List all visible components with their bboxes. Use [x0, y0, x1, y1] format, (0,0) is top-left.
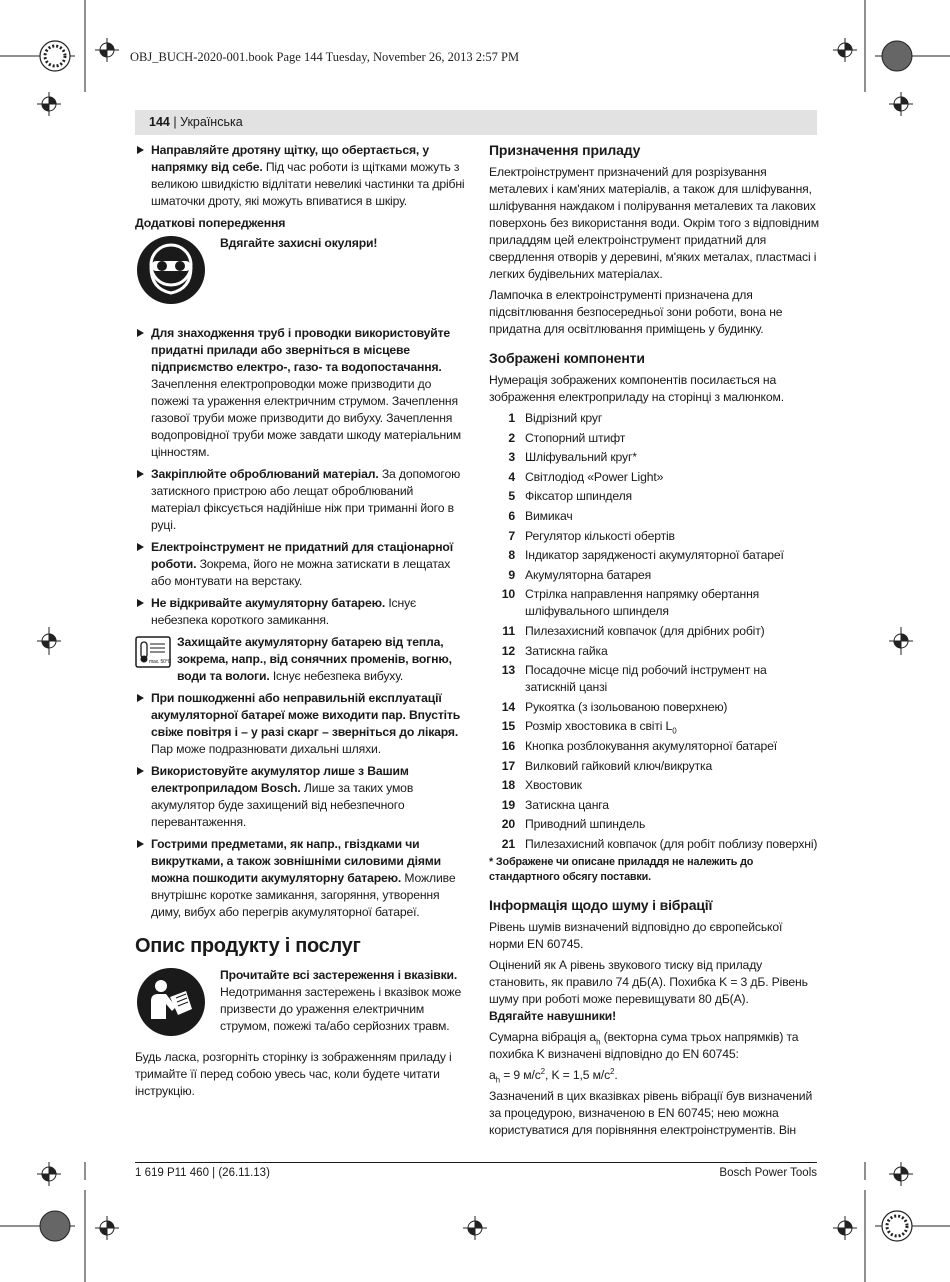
component-label-text: Фіксатор шпинделя [525, 489, 632, 504]
crosshair-target [463, 1216, 487, 1240]
component-item [489, 547, 819, 564]
accessories-note: * Зображене чи описане приладдя не належить до стандартного обсягу поставки. [489, 856, 754, 884]
heat-bold: Захищайте акумуляторну батарею від тепла, зокрема, напр., від сонячних променів, вогню, води та вологи. [177, 635, 452, 683]
bullet-bold: Для знаходження труб і проводки використовуйте придатні прилади або зверніться в місцеве підприємство електро-, газо- та водопостачання. [151, 326, 451, 374]
vib-val-sup: 2 [610, 1067, 615, 1077]
component-label [515, 488, 819, 505]
vib-val: . [614, 1068, 618, 1083]
component-label [515, 430, 819, 447]
component-label [515, 567, 819, 584]
warning-bullet [135, 142, 465, 210]
bullet-text: Лише за таких умов акумулятор буде захищений від небезпечного перевантаження. [151, 781, 414, 829]
vib-val-sub: h [495, 1075, 500, 1085]
component-number: 2 [508, 430, 515, 445]
header-text: 144 | Українська [149, 115, 243, 129]
bullet-bold: Закріплюйте оброблюваний матеріал. [151, 467, 379, 481]
component-label [515, 777, 819, 794]
component-label-text: Стрілка направлення напрямку обертання шліфувального шпинделя [525, 587, 760, 619]
component-label [515, 410, 819, 427]
component-label-text: Вилковий гайковий ключ/викрутка [525, 758, 713, 773]
component-label [515, 449, 819, 466]
goggles-warning [135, 235, 465, 319]
bullet-text: За допомогою затискного пристрою або лещат оброблюваний матеріал фіксується надійніше ніж при триманні його в руці. [151, 467, 461, 532]
component-label [515, 816, 819, 833]
component-item [489, 410, 819, 427]
component-number: 10 [501, 587, 515, 602]
component-number: 11 [502, 623, 515, 638]
page-number: 144 [149, 115, 170, 129]
component-label [515, 528, 819, 545]
component-label [515, 623, 819, 640]
heat-icon-label: max. 50°C [149, 659, 171, 665]
left-column [135, 142, 465, 1104]
bullet-text: Можливе внутрішнє коротке замикання, загоряння, утворення диму, вибух або перегрів акумуляторної батареї. [151, 871, 456, 919]
bullet-arrow-icon [137, 694, 144, 702]
component-item [489, 643, 819, 660]
warning-bullet [135, 690, 465, 758]
components-heading: Зображені компоненти [489, 350, 645, 366]
read-manual-icon [136, 967, 206, 1037]
component-item [489, 662, 819, 696]
vib-val: = 9 м/с [499, 1068, 541, 1083]
component-label-text: Посадочне місце під робочий інструмент на затискній цанзі [525, 663, 767, 695]
rosette-bottom-right [882, 1211, 912, 1241]
component-item [489, 816, 819, 833]
bullet-bold: При пошкодженні або неправильній експлуатації акумуляторної батареї може виходити пар. Впустіть свіже повітря і – у разі скарг – зверніться до лікаря. [151, 691, 461, 739]
read-instructions-warning [135, 967, 465, 1043]
component-item [489, 718, 819, 735]
component-number: 1 [508, 411, 515, 425]
component-label [515, 586, 819, 620]
component-item [489, 567, 819, 584]
component-item [489, 528, 819, 545]
read-instructions-text [220, 967, 465, 1035]
safety-goggles-icon [136, 235, 206, 305]
component-label [515, 662, 819, 696]
component-item [489, 586, 819, 620]
read-bold: Прочитайте всі застереження і вказівки. [220, 968, 458, 982]
additional-warnings-heading: Додаткові попередження [135, 216, 286, 230]
bullet-text: Під час роботи із щітками можуть з великою швидкістю відлітати невеликі частинки та дрібні шматочки дроту, які можуть впиватися в шкіру. [151, 160, 465, 208]
component-number: 15 [501, 719, 515, 734]
component-number: 21 [501, 836, 515, 851]
component-label [515, 699, 819, 716]
rosette-top-right [882, 41, 912, 71]
crosshair-target [833, 1216, 857, 1240]
warning-bullet [135, 595, 465, 629]
crosshair-target [37, 92, 61, 116]
component-number: 7 [508, 528, 515, 543]
component-label-text: Шліфувальний круг* [525, 450, 637, 465]
vib-val-sup: 2 [540, 1067, 545, 1077]
right-column [489, 142, 819, 1143]
file-info-line: OBJ_BUCH-2020-001.book Page 144 Tuesday, November 26, 2013 2:57 PM [130, 50, 520, 64]
vibration-paragraph [489, 1029, 819, 1063]
component-label [515, 738, 819, 755]
component-number: 4 [508, 469, 515, 484]
bullet-text: Пар може подразнювати дихальні шляхи. [151, 742, 381, 756]
component-number: 9 [508, 567, 515, 582]
component-label-text: Приводний шпиндель [525, 817, 646, 832]
bullet-arrow-icon [137, 767, 144, 775]
warning-bullet [135, 466, 465, 534]
component-number: 12 [501, 643, 515, 658]
bullet-arrow-icon [137, 840, 144, 848]
component-label-text: Стопорний штифт [525, 430, 626, 445]
battery-heat-icon [135, 636, 171, 668]
component-item [489, 699, 819, 716]
heat-warning-text [177, 634, 465, 685]
component-label [515, 758, 819, 775]
bullet-arrow-icon [137, 543, 144, 551]
bullet-bold: Електроінструмент не придатний для стаціонарної роботи. [151, 540, 453, 571]
vib-sub: h [596, 1037, 601, 1047]
bullet-text: Існує небезпека короткого замикання. [151, 596, 417, 627]
component-item [489, 797, 819, 814]
component-label [515, 508, 819, 525]
components-intro: Нумерація зображених компонентів посилається на зображення електроприладу на сторінці з малюнком. [489, 373, 784, 404]
section-title-product: Опис продукту і послуг [135, 935, 361, 957]
noise-heading: Інформація щодо шуму і вібрації [489, 897, 713, 914]
component-number: 18 [501, 778, 515, 793]
page-header [135, 110, 817, 135]
component-label-text: Розмір хвостовика в світі L [525, 719, 673, 734]
footer-rule [135, 1162, 817, 1163]
noise-paragraph: Рівень шумів визначений відповідно до європейської норми EN 60745. [489, 920, 783, 952]
component-label-text: Хвостовик [525, 778, 582, 793]
warning-bullet [135, 836, 465, 921]
warning-bullet [135, 325, 465, 461]
vib-val: a [489, 1068, 496, 1083]
crosshair-target [95, 1216, 119, 1240]
component-label [515, 718, 819, 735]
component-label-text: Вимикач [525, 508, 573, 523]
component-number: 6 [508, 508, 515, 523]
crosshair-target [889, 1162, 913, 1186]
bullet-arrow-icon [137, 470, 144, 478]
purpose-heading: Призначення приладу [489, 142, 641, 158]
component-label-text: Затискна цанга [525, 797, 609, 812]
ear-protection-text: Вдягайте навушники! [489, 1009, 617, 1024]
component-label [515, 643, 819, 660]
bullet-bold: Не відкривайте акумуляторну батарею. [151, 596, 386, 610]
component-label-text: Рукоятка (з ізольованою поверхнею) [525, 699, 728, 714]
purpose-paragraph: Електроінструмент призначений для розрізування металевих і кам'яних матеріалів, а також для шліфування, шліфування наждаком і полірування металевих та лакових поверхонь без використання води. Окрім того з відповідним приладдям цей електроінструмент придатний для свердлення отворів у деревині, м'яких металах, пластмасі і легких будівельних матеріалах. [489, 165, 820, 281]
crosshair-target [833, 38, 857, 62]
component-label-text: Відрізний круг [525, 411, 603, 425]
rosette-top-left [40, 41, 70, 71]
purpose-paragraph: Лампочка в електроінструменті призначена для підсвітлювання безпосередньої зони роботи, вона не придатна для освітлювання приміщень у будинку. [489, 288, 783, 336]
bullet-bold: Гострими предметами, як напр., гвіздками чи викрутками, а також зовнішніми силовими діями можна пошкодити акумуляторну батарею. [151, 837, 441, 885]
component-item [489, 836, 819, 853]
bullet-arrow-icon [137, 146, 144, 154]
footer-doc-number: 1 619 P11 460 | (26.11.13) [135, 1167, 270, 1179]
component-label [515, 836, 819, 853]
crosshair-target [37, 627, 61, 655]
crosshair-target [95, 38, 119, 62]
vib-val: , K = 1,5 м/с [544, 1068, 611, 1083]
footer-brand: Bosch Power Tools [719, 1167, 817, 1179]
bullet-arrow-icon [137, 599, 144, 607]
heat-text: Існує небезпека вибуху. [269, 669, 404, 683]
component-label-text: Індикатор зарядженості акумуляторної батареї [525, 548, 784, 563]
crosshair-target [37, 1162, 61, 1186]
components-list [489, 410, 819, 853]
component-label [515, 797, 819, 814]
vib-text: (векторна сума трьох напрямків) та похибка K визначені відповідно до EN 60745: [489, 1030, 799, 1062]
component-number: 17 [501, 758, 515, 773]
crosshair-target [889, 627, 913, 655]
component-item [489, 508, 819, 525]
bullet-bold: Направляйте дротяну щітку, що обертається, у напрямку від себе. [151, 143, 430, 174]
component-label-text: Світлодіод «Power Light» [525, 469, 664, 484]
component-item [489, 777, 819, 794]
bullet-text: Зокрема, його не можна затискати в лещатах або монтувати на верстаку. [151, 557, 451, 588]
warning-bullet [135, 763, 465, 831]
component-label [515, 469, 819, 486]
bullet-text: Зачеплення електропроводки може призводити до пожежі та ураження електричним струмом. Зачеплення газової труби може призводити до вибуху. Зачеплення водопровідної труби може завдати шкоду матеріальним цінностям. [151, 377, 461, 459]
vibration-paragraph: Зазначений в цих вказівках рівень вібрації був визначений за процедурою, визначеною в EN 60745; нею можна користуватися для порівняння електроінструментів. Він [489, 1089, 813, 1138]
vibration-values [489, 1067, 819, 1084]
component-label-text: Пилезахисний ковпачок (для дрібних робіт) [525, 623, 765, 638]
noise-paragraph: Оцінений як А рівень звукового тиску від приладу становить, як правило 74 дБ(A). Похибка K = 3 дБ. Рівень шуму при роботі може перевищувати 80 дБ(A). [489, 958, 808, 1007]
component-number: 3 [508, 450, 515, 465]
goggles-text: Вдягайте захисні окуляри! [220, 236, 378, 250]
unfold-instruction: Будь ласка, розгорніть сторінку із зображенням приладу і тримайте її перед собою увесь час, коли будете читати інструкцію. [135, 1050, 452, 1098]
vib-text: Сумарна вібрація a [489, 1030, 597, 1045]
component-label-sub: 0 [672, 726, 677, 736]
component-label-text: Затискна гайка [525, 643, 608, 658]
component-item [489, 449, 819, 466]
component-number: 14 [501, 699, 515, 714]
component-label-text: Пилезахисний ковпачок (для робіт поблизу поверхні) [525, 836, 818, 851]
component-number: 5 [508, 489, 515, 504]
warning-bullet [135, 539, 465, 590]
bullet-bold: Використовуйте акумулятор лише з Вашим електроприладом Bosch. [151, 764, 409, 795]
heat-warning [135, 634, 465, 685]
component-item [489, 430, 819, 447]
component-item [489, 758, 819, 775]
component-label [515, 547, 819, 564]
component-number: 16 [501, 738, 515, 753]
bullet-arrow-icon [137, 329, 144, 337]
read-text: Недотримання застережень і вказівок може призвести до ураження електричним струмом, пожежі та/або серйозних травм. [220, 985, 462, 1033]
component-item [489, 469, 819, 486]
component-number: 19 [501, 797, 515, 812]
component-number: 8 [508, 548, 515, 563]
component-item [489, 623, 819, 640]
component-label-text: Акумуляторна батарея [525, 567, 652, 582]
component-label-text: Регулятор кількості обертів [525, 528, 675, 543]
header-language: Українська [180, 115, 243, 129]
component-number: 20 [501, 817, 515, 832]
component-number: 13 [501, 663, 515, 678]
component-label-text: Кнопка розблокування акумуляторної батареї [525, 738, 778, 753]
crosshair-target [889, 92, 913, 116]
component-item [489, 738, 819, 755]
component-item [489, 488, 819, 505]
rosette-bottom-left [40, 1211, 70, 1241]
